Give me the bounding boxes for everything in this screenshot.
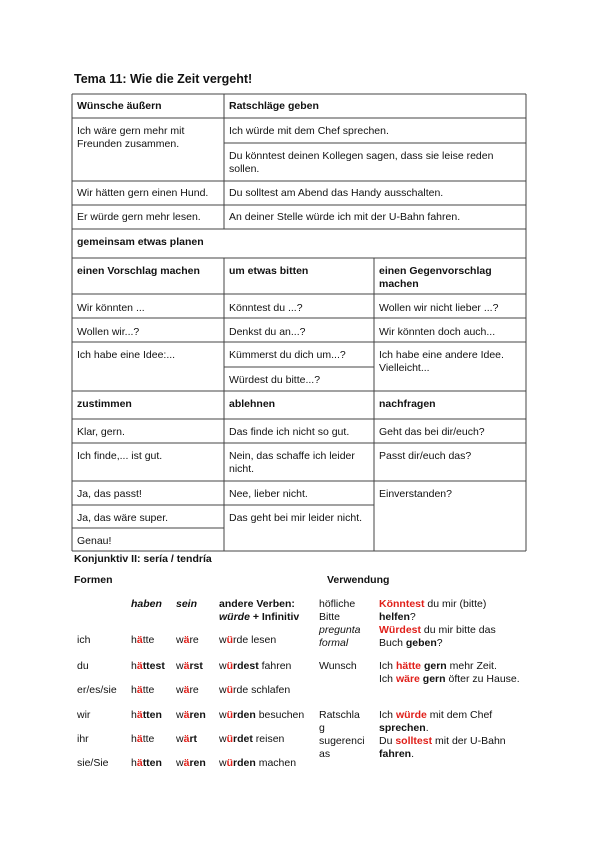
highlight: Würdest: [379, 624, 421, 636]
pronoun-ich: ich: [77, 634, 91, 646]
cell-ablehnen-2: Nein, das schaffe ich leider nicht.: [229, 450, 355, 475]
umlaut: ä: [183, 634, 190, 646]
col-wuerde: würde: [219, 611, 250, 623]
cell-vorschlag-1: Wir könnten ...: [77, 302, 145, 314]
verb: fahren: [258, 660, 292, 672]
umlaut: ä: [136, 733, 143, 745]
cell-bitten-1: Könntest du ...?: [229, 302, 303, 314]
use-hoefliche: höfliche: [319, 598, 356, 610]
cell-nachfragen-1: Geht das bei dir/euch?: [379, 426, 485, 438]
form-sein-ihr: [176, 733, 197, 746]
pronoun-sie-Sie: sie/Sie: [77, 757, 109, 769]
header-nachfragen: nachfragen: [379, 398, 436, 410]
stem: w: [176, 634, 184, 646]
form-haben-sie: [131, 757, 162, 770]
stem: w: [176, 733, 184, 745]
ending: rdest: [233, 660, 259, 672]
cell-vorschlag-2: Wollen wir...?: [77, 326, 140, 338]
umlaut: ä: [136, 757, 143, 769]
verb: schlafen: [248, 684, 291, 696]
col-wuerde-infinitiv: [219, 611, 299, 624]
col-andere: andere Verben:: [219, 598, 295, 610]
stem: w: [176, 684, 184, 696]
cell-zustimmen-2: Ich finde,... ist gut.: [77, 450, 163, 462]
use-ratschlag-2: g: [319, 722, 325, 734]
umlaut: ü: [226, 634, 234, 646]
highlight: Könntest: [379, 598, 425, 610]
verb: lesen: [248, 634, 277, 646]
stem: h: [131, 709, 137, 721]
umlaut: ä: [183, 757, 190, 769]
cell-nachfragen-2: Passt dir/euch das?: [379, 450, 472, 462]
verb: reisen: [252, 733, 285, 745]
verb: besuchen: [255, 709, 305, 721]
cell-bitten-3: Kümmerst du dich um...?: [229, 349, 346, 361]
form-sein-du: [176, 660, 203, 673]
text: mit dem Chef: [426, 709, 493, 721]
pronoun-du: du: [77, 660, 89, 672]
cell-ablehnen-1: Das finde ich nicht so gut.: [229, 426, 350, 438]
example-buch-geben: [379, 637, 443, 650]
example-koenntest: [379, 598, 486, 611]
form-haben-ich: [131, 634, 154, 647]
highlight: hätte: [395, 660, 422, 672]
umlaut: ü: [226, 733, 234, 745]
form-sein-sie: [176, 757, 206, 770]
verb: helfen: [379, 611, 410, 623]
form-sein-ich: [176, 634, 199, 647]
cell-bitten-4: Würdest du bitte...?: [229, 374, 321, 386]
use-formal: formal: [319, 637, 349, 649]
form-haben-er: [131, 684, 154, 697]
text: du mir (bitte): [424, 598, 487, 610]
verb: sprechen: [379, 722, 426, 734]
example-haette-gern: [379, 660, 497, 673]
header-vorschlag: einen Vorschlag machen: [77, 265, 200, 277]
gern: gern: [423, 660, 447, 672]
ending: tte: [142, 684, 155, 696]
umlaut: ü: [226, 709, 234, 721]
formen-heading: Formen: [74, 574, 113, 586]
header-gegenvorschlag: einen Gegenvorschlag machen: [379, 265, 492, 290]
cell-zustimmen-3: Ja, das passt!: [77, 488, 142, 500]
cell-zustimmen-4: Ja, das wäre super.: [77, 512, 169, 524]
ending: re: [189, 684, 199, 696]
konjunktiv-heading: Konjunktiv II: sería / tendría: [74, 553, 212, 565]
text: Ich: [379, 673, 396, 685]
text: ?: [409, 611, 416, 623]
form-andere-du: [219, 660, 291, 673]
umlaut: ä: [136, 684, 143, 696]
header-wuensche: Wünsche äußern: [77, 100, 162, 112]
pronoun-wir: wir: [77, 709, 91, 721]
highlight: würde: [395, 709, 427, 721]
form-andere-sie: [219, 757, 296, 770]
text: ?: [436, 637, 443, 649]
ending: rt: [189, 733, 198, 745]
umlaut: ä: [136, 660, 143, 672]
example-waere-gern: [379, 673, 520, 686]
ending: rden: [233, 757, 256, 769]
use-pregunta: pregunta: [319, 624, 361, 636]
stem: w: [219, 733, 227, 745]
example-wuerdest: [379, 624, 496, 637]
umlaut: ü: [226, 684, 234, 696]
ending: re: [189, 634, 199, 646]
cell-zustimmen-1: Klar, gern.: [77, 426, 125, 438]
text: Buch: [379, 637, 406, 649]
form-haben-wir: [131, 709, 162, 722]
cell-gegen-3: Ich habe eine andere Idee. Vielleicht...: [379, 349, 504, 374]
ending: rde: [233, 634, 249, 646]
pronoun-ihr: ihr: [77, 733, 89, 745]
stem: h: [131, 660, 137, 672]
stem: w: [219, 660, 227, 672]
text: .: [411, 748, 415, 760]
umlaut: ä: [136, 634, 143, 646]
page-title: Tema 11: Wie die Zeit vergeht!: [74, 72, 253, 86]
ending: rden: [233, 709, 256, 721]
text: Ich: [379, 709, 396, 721]
highlight: wäre: [395, 673, 420, 685]
cell-nachfragen-3: Einverstanden?: [379, 488, 452, 500]
stem: w: [176, 660, 184, 672]
form-sein-er: [176, 684, 199, 697]
use-sugerencias-1: sugerenci: [319, 735, 365, 747]
text: Ich: [379, 660, 396, 672]
umlaut: ä: [183, 733, 190, 745]
cell-zustimmen-5: Genau!: [77, 535, 112, 547]
form-haben-ihr: [131, 733, 154, 746]
highlight: solltest: [395, 735, 433, 747]
col-sein: sein: [176, 598, 198, 610]
text: mehr Zeit.: [446, 660, 497, 672]
stem: h: [131, 634, 137, 646]
form-andere-ihr: [219, 733, 284, 746]
form-sein-wir: [176, 709, 206, 722]
header-zustimmen: zustimmen: [77, 398, 132, 410]
text: Du: [379, 735, 396, 747]
verb: geben: [405, 637, 437, 649]
form-haben-du: [131, 660, 165, 673]
ending: ttest: [142, 660, 165, 672]
example-sprechen: [379, 722, 429, 735]
use-wunsch: Wunsch: [319, 660, 357, 672]
umlaut: ü: [226, 660, 234, 672]
stem: h: [131, 684, 137, 696]
use-sugerencias-2: as: [319, 748, 331, 760]
verb: fahren: [379, 748, 412, 760]
stem: h: [131, 757, 137, 769]
form-andere-er: [219, 684, 290, 697]
stem: w: [176, 709, 184, 721]
umlaut: ü: [226, 757, 234, 769]
cell-rat-4: An deiner Stelle würde ich mit der U-Bahn fahren.: [229, 211, 461, 223]
ending: rde: [233, 684, 249, 696]
verwendung-heading: Verwendung: [327, 574, 390, 586]
umlaut: ä: [183, 684, 190, 696]
cell-rat-1: Ich würde mit dem Chef sprechen.: [229, 125, 389, 137]
gern: gern: [422, 673, 446, 685]
example-helfen: [379, 611, 416, 624]
stem: w: [176, 757, 184, 769]
ending: ren: [189, 757, 206, 769]
cell-bitten-2: Denkst du an...?: [229, 326, 306, 338]
use-bitte: Bitte: [319, 611, 341, 623]
stem: w: [219, 634, 227, 646]
stem: w: [219, 757, 227, 769]
col-plus-infinitiv: + Infinitiv: [249, 611, 300, 623]
form-andere-wir: [219, 709, 304, 722]
cell-gegen-1: Wollen wir nicht lieber ...?: [379, 302, 499, 314]
cell-wunsch-1: Ich wäre gern mehr mit Freunden zusammen.: [77, 125, 185, 150]
cell-rat-3: Du solltest am Abend das Handy ausschalten.: [229, 187, 444, 199]
ending: tte: [142, 634, 155, 646]
example-wuerde-chef: [379, 709, 492, 722]
cell-wunsch-2: Wir hätten gern einen Hund.: [77, 187, 209, 199]
cell-ablehnen-4: Das geht bei mir leider nicht.: [229, 512, 363, 524]
header-ablehnen: ablehnen: [229, 398, 276, 410]
header-ratschlaege: Ratschläge geben: [229, 100, 319, 112]
form-andere-ich: [219, 634, 276, 647]
cell-wunsch-3: Er würde gern mehr lesen.: [77, 211, 201, 223]
example-fahren: [379, 748, 414, 761]
cell-rat-2: Du könntest deinen Kollegen sagen, dass sie leise reden sollen.: [229, 150, 494, 175]
stem: w: [219, 684, 227, 696]
ending: rst: [189, 660, 203, 672]
cell-ablehnen-3: Nee, lieber nicht.: [229, 488, 308, 500]
ending: tten: [142, 709, 162, 721]
umlaut: ä: [183, 709, 190, 721]
umlaut: ä: [136, 709, 143, 721]
section-gemeinsam: gemeinsam etwas planen: [77, 236, 204, 248]
ending: rdet: [233, 733, 253, 745]
col-haben: haben: [131, 598, 162, 610]
text: mit der U-Bahn: [432, 735, 506, 747]
ending: tte: [142, 733, 155, 745]
example-solltest: [379, 735, 506, 748]
cell-vorschlag-3: Ich habe eine Idee:...: [77, 349, 176, 361]
cell-gegen-2: Wir könnten doch auch...: [379, 326, 496, 338]
text: du mir bitte das: [421, 624, 496, 636]
umlaut: ä: [183, 660, 190, 672]
text: öfter zu Hause.: [445, 673, 520, 685]
ending: ren: [189, 709, 206, 721]
use-ratschlag-1: Ratschla: [319, 709, 360, 721]
text: .: [425, 722, 429, 734]
pronoun-er-es-sie: er/es/sie: [77, 684, 117, 696]
verb: machen: [255, 757, 297, 769]
stem: w: [219, 709, 227, 721]
header-bitten: um etwas bitten: [229, 265, 309, 277]
stem: h: [131, 733, 137, 745]
ending: tten: [142, 757, 162, 769]
